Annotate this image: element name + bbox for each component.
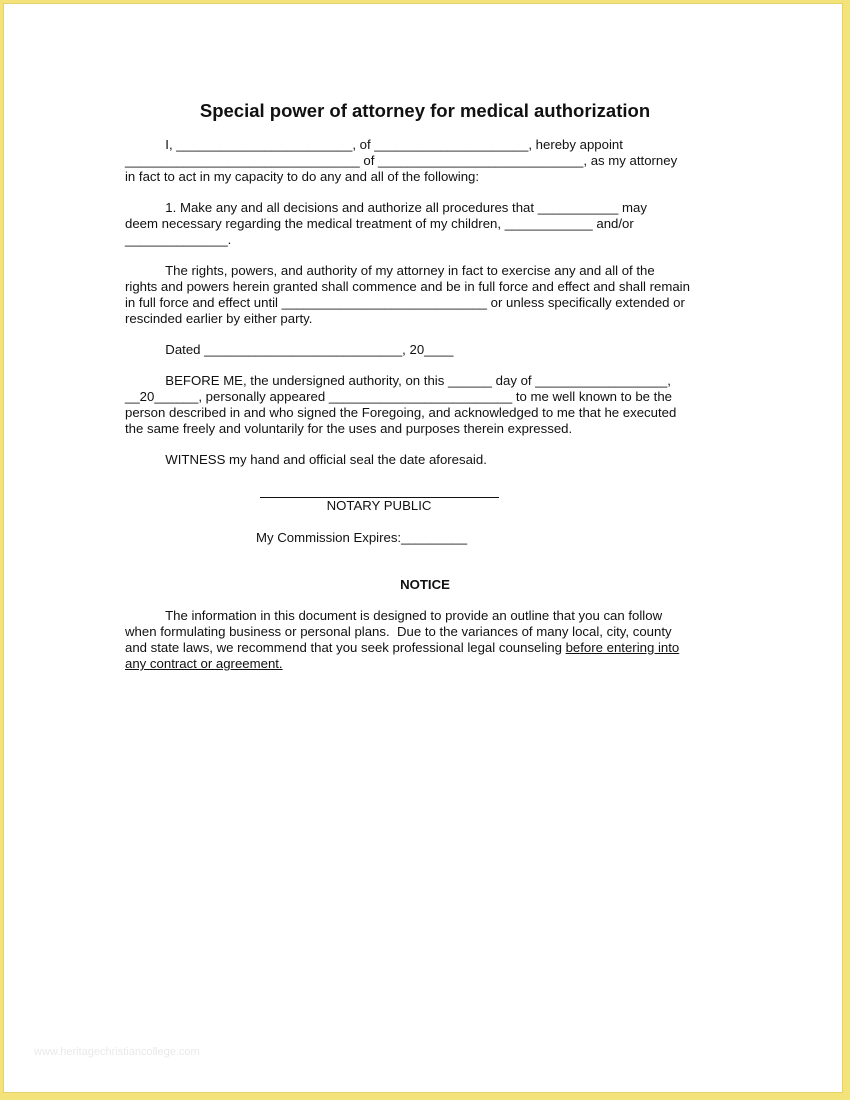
notary-clause-line-4: the same freely and voluntarily for the uses and purposes therein expressed. xyxy=(125,421,573,436)
notary-public-label: NOTARY PUBLIC xyxy=(326,498,432,513)
notice-heading: NOTICE xyxy=(400,577,450,592)
clause-1-line-3: ______________. xyxy=(125,232,232,247)
rights-line-1: The rights, powers, and authority of my attorney in fact to exercise any and all of the xyxy=(125,263,655,278)
notice-underlined-text-2: any contract or agreement. xyxy=(125,656,283,671)
notice-line-1: The information in this document is designed to provide an outline that you can follow xyxy=(125,608,663,623)
clause-1-line-2: deem necessary regarding the medical treatment of my children, ____________ and/or xyxy=(125,216,634,231)
watermark: www.heritagechristiancollege.com xyxy=(34,1046,200,1058)
notice-line-3 xyxy=(125,640,679,656)
document-title: Special power of attorney for medical authorization xyxy=(199,100,651,121)
dated-line: Dated ___________________________, 20____ xyxy=(125,342,454,357)
commission-expires: My Commission Expires:_________ xyxy=(256,530,468,545)
clause-1-line-1: 1. Make any and all decisions and authorize all procedures that ___________ may xyxy=(125,200,647,215)
notary-clause-line-3: person described in and who signed the Foregoing, and acknowledged to me that he executed xyxy=(125,405,677,420)
appoint-line-1: I, ________________________, of _____________________, hereby appoint xyxy=(125,137,623,152)
notice-underlined-text-1: before entering into xyxy=(565,640,680,655)
witness-line: WITNESS my hand and official seal the date aforesaid. xyxy=(125,452,487,467)
notary-clause-line-1: BEFORE ME, the undersigned authority, on this ______ day of __________________, xyxy=(125,373,671,388)
rights-line-2: rights and powers herein granted shall commence and be in full force and effect and shall remain xyxy=(125,279,690,294)
rights-line-3: in full force and effect until ____________________________ or unless specifically extended or xyxy=(125,295,685,310)
rights-line-4: rescinded earlier by either party. xyxy=(125,311,313,326)
appoint-line-2: ________________________________ of ____________________________, as my attorney xyxy=(125,153,678,168)
appoint-line-3: in fact to act in my capacity to do any and all of the following: xyxy=(125,169,480,184)
notary-clause-line-2: __20______, personally appeared _________________________ to me well known to be the xyxy=(125,389,672,404)
notice-line-3-text: and state laws, we recommend that you seek professional legal counseling xyxy=(125,640,566,655)
notice-line-2: when formulating business or personal plans. Due to the variances of many local, city, county xyxy=(125,624,672,639)
